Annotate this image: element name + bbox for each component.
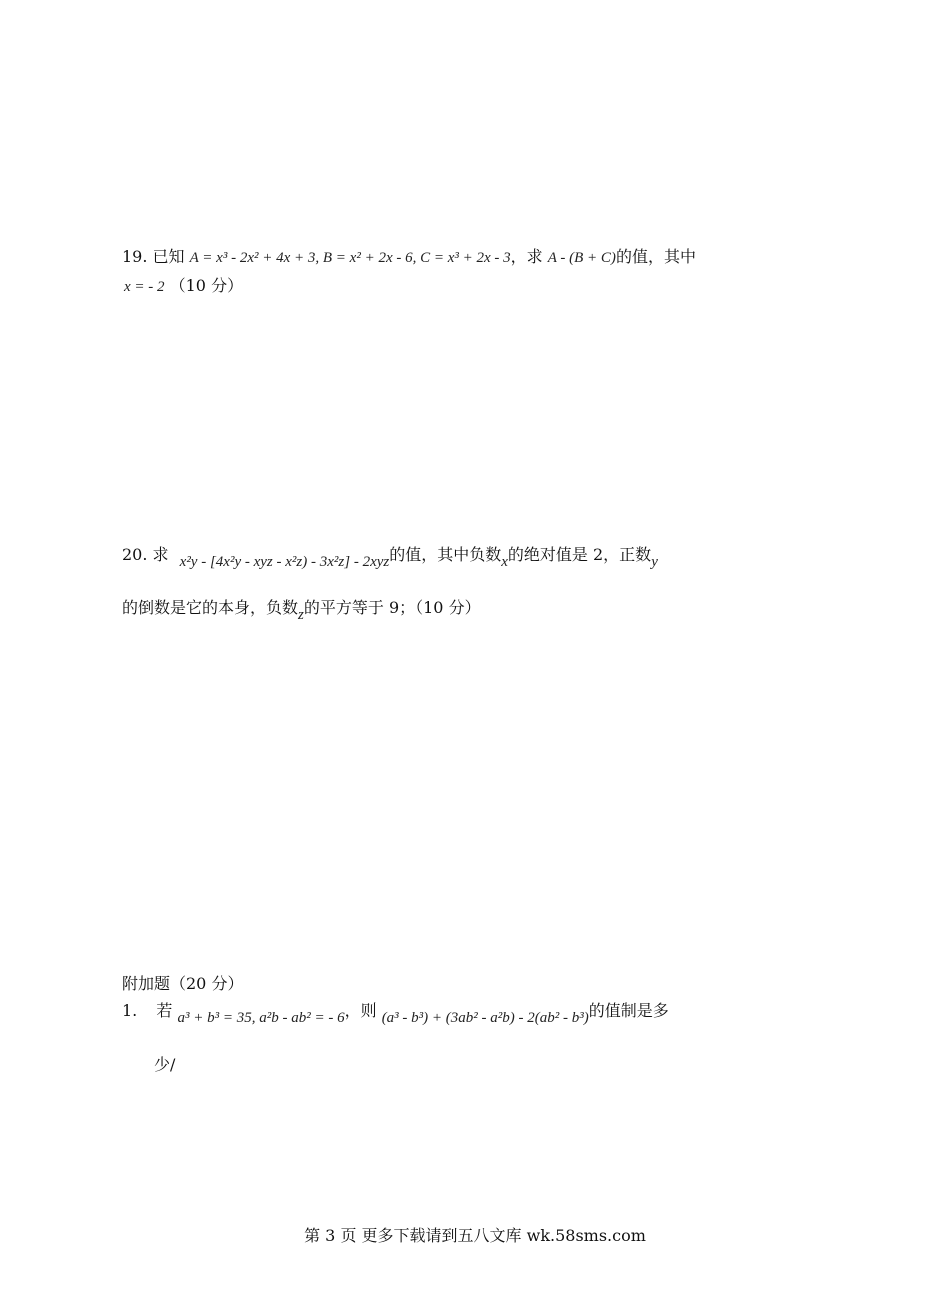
- formula-expression: A - (B + C): [547, 250, 616, 266]
- question-number: 19.: [122, 247, 148, 266]
- question-text: 的值，其中负数: [389, 545, 502, 564]
- variable-y: y: [651, 554, 658, 570]
- question-text: 的平方等于 9；（10 分）: [303, 598, 481, 617]
- question-text: 的值，其中: [615, 247, 696, 266]
- question-text: ，则: [344, 1001, 377, 1020]
- page-footer: 第 3 页 更多下载请到五八文库 wk.58sms.com: [304, 1226, 646, 1245]
- question-20-line2: [122, 595, 481, 623]
- question-19-line2: [124, 273, 243, 296]
- bonus-question-line1: [122, 998, 669, 1026]
- question-number: 20.: [122, 545, 148, 564]
- question-20-line1: [122, 542, 658, 570]
- variable-x: x: [501, 554, 508, 570]
- formula-abc: A = x³ - 2x² + 4x + 3, B = x² + 2x - 6, C = x³ + 2x - 3: [189, 250, 511, 266]
- formula-expression: x²y - [4x²y - xyz - x²z) - 3x²z] - 2xyz: [179, 554, 390, 570]
- question-lead: 求: [152, 545, 169, 564]
- bonus-question-line2: 少/: [154, 1055, 176, 1074]
- formula-condition: a³ + b³ = 35, a²b - ab² = - 6: [177, 1010, 345, 1026]
- variable-z: z: [298, 607, 304, 623]
- formula-condition: x = - 2: [124, 279, 165, 295]
- question-number: 1.: [122, 1001, 138, 1020]
- question-text: ，求: [510, 247, 543, 266]
- question-19-line1: [122, 244, 696, 267]
- question-text: 的倒数是它的本身，负数: [122, 598, 299, 617]
- bonus-heading: 附加题（20 分）: [122, 974, 244, 993]
- question-lead: 若: [156, 1001, 173, 1020]
- question-text: 的值制是多: [588, 1001, 669, 1020]
- question-text: 的绝对值是 2，正数: [507, 545, 652, 564]
- question-lead: 已知: [152, 247, 185, 266]
- question-points: （10 分）: [169, 276, 244, 295]
- formula-expression: (a³ - b³) + (3ab² - a²b) - 2(ab² - b³): [381, 1010, 589, 1026]
